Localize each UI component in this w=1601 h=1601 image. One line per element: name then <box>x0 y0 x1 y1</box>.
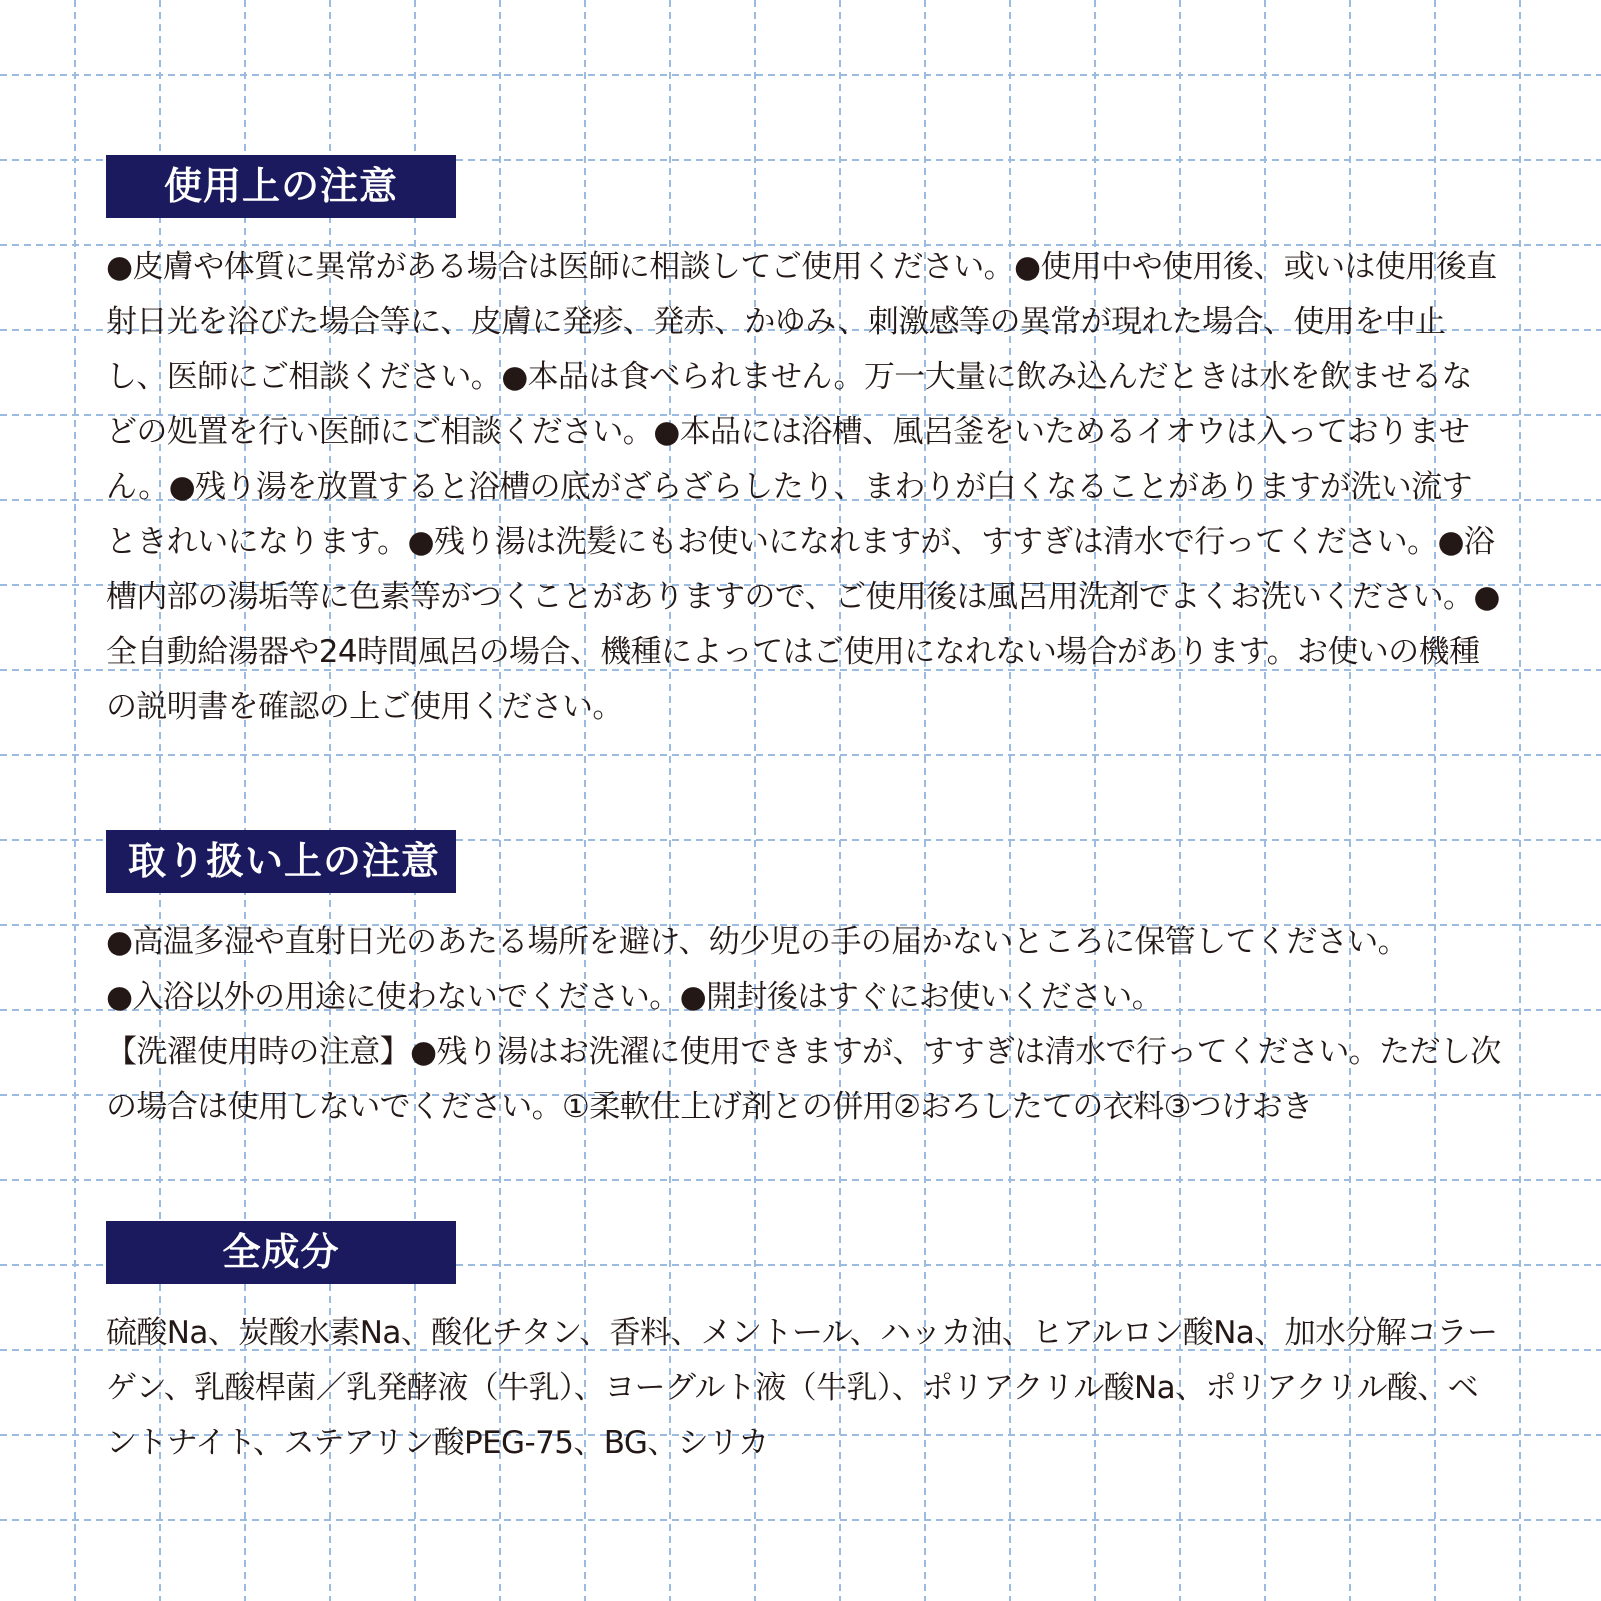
laundry-precautions-text: 【洗濯使用時の注意】●残り湯はお洗濯に使用できますが、すすぎは清水で行ってください。ただし次の場合は使用しないでください。①柔軟仕上げ剤との併用②おろしたての衣料③つけおき <box>106 1034 1501 1125</box>
ingredients-text: 硫酸Na、炭酸水素Na、酸化チタン、香料、メントール、ハッカ油、ヒアルロン酸Na、加水分解コラーゲン、乳酸桿菌／乳発酵液（牛乳）、ヨーグルト液（牛乳）、ポリアクリル酸Na、ポリアクリル酸、ベントナイト、ステアリン酸PEG-75、BG、シリカ <box>106 1315 1498 1461</box>
usage-precautions-text: ●皮膚や体質に異常がある場合は医師に相談してご使用ください。●使用中や使用後、或いは使用後直射日光を浴びた場合等に、皮膚に発疹、発赤、かゆみ、刺激感等の異常が現れた場合、使用を中止し、医師にご相談ください。●本品は食べられません。万一大量に飲み込んだときは水を飲ませるなどの処置を行い医師にご相談ください。●本品には浴槽、風呂釜をいためるイオウは入っておりません。●残り湯を放置すると浴槽の底がざらざらしたり、まわりが白くなることがありますが洗い流すときれいになります。●残り湯は洗髪にもお使いになれますが、すすぎは清水で行ってください。●浴槽内部の湯垢等に色素等がつくことがありますので、ご使用後は風呂用洗剤でよくお洗いください。●全自動給湯器や24時間風呂の場合、機種によってはご使用になれない場合があります。お使いの機種の説明書を確認の上ご使用ください。 <box>106 249 1500 725</box>
ingredients-section <box>106 1221 1506 1471</box>
handling-precautions-section <box>106 830 1506 1135</box>
handling-precautions-body <box>106 915 1506 1135</box>
ingredients-body <box>106 1306 1506 1471</box>
ingredients-heading: 全成分 <box>106 1221 456 1284</box>
usage-precautions-body <box>106 240 1506 735</box>
handling-precautions-heading: 取り扱い上の注意 <box>106 830 456 893</box>
handling-precautions-text-1: ●高温多湿や直射日光のあたる場所を避け、幼少児の手の届かないところに保管してください。 <box>106 924 1409 960</box>
handling-precautions-text-2: ●入浴以外の用途に使わないでください。●開封後はすぐにお使いください。 <box>106 979 1163 1015</box>
usage-precautions-section <box>106 155 1506 735</box>
usage-precautions-heading: 使用上の注意 <box>106 155 456 218</box>
